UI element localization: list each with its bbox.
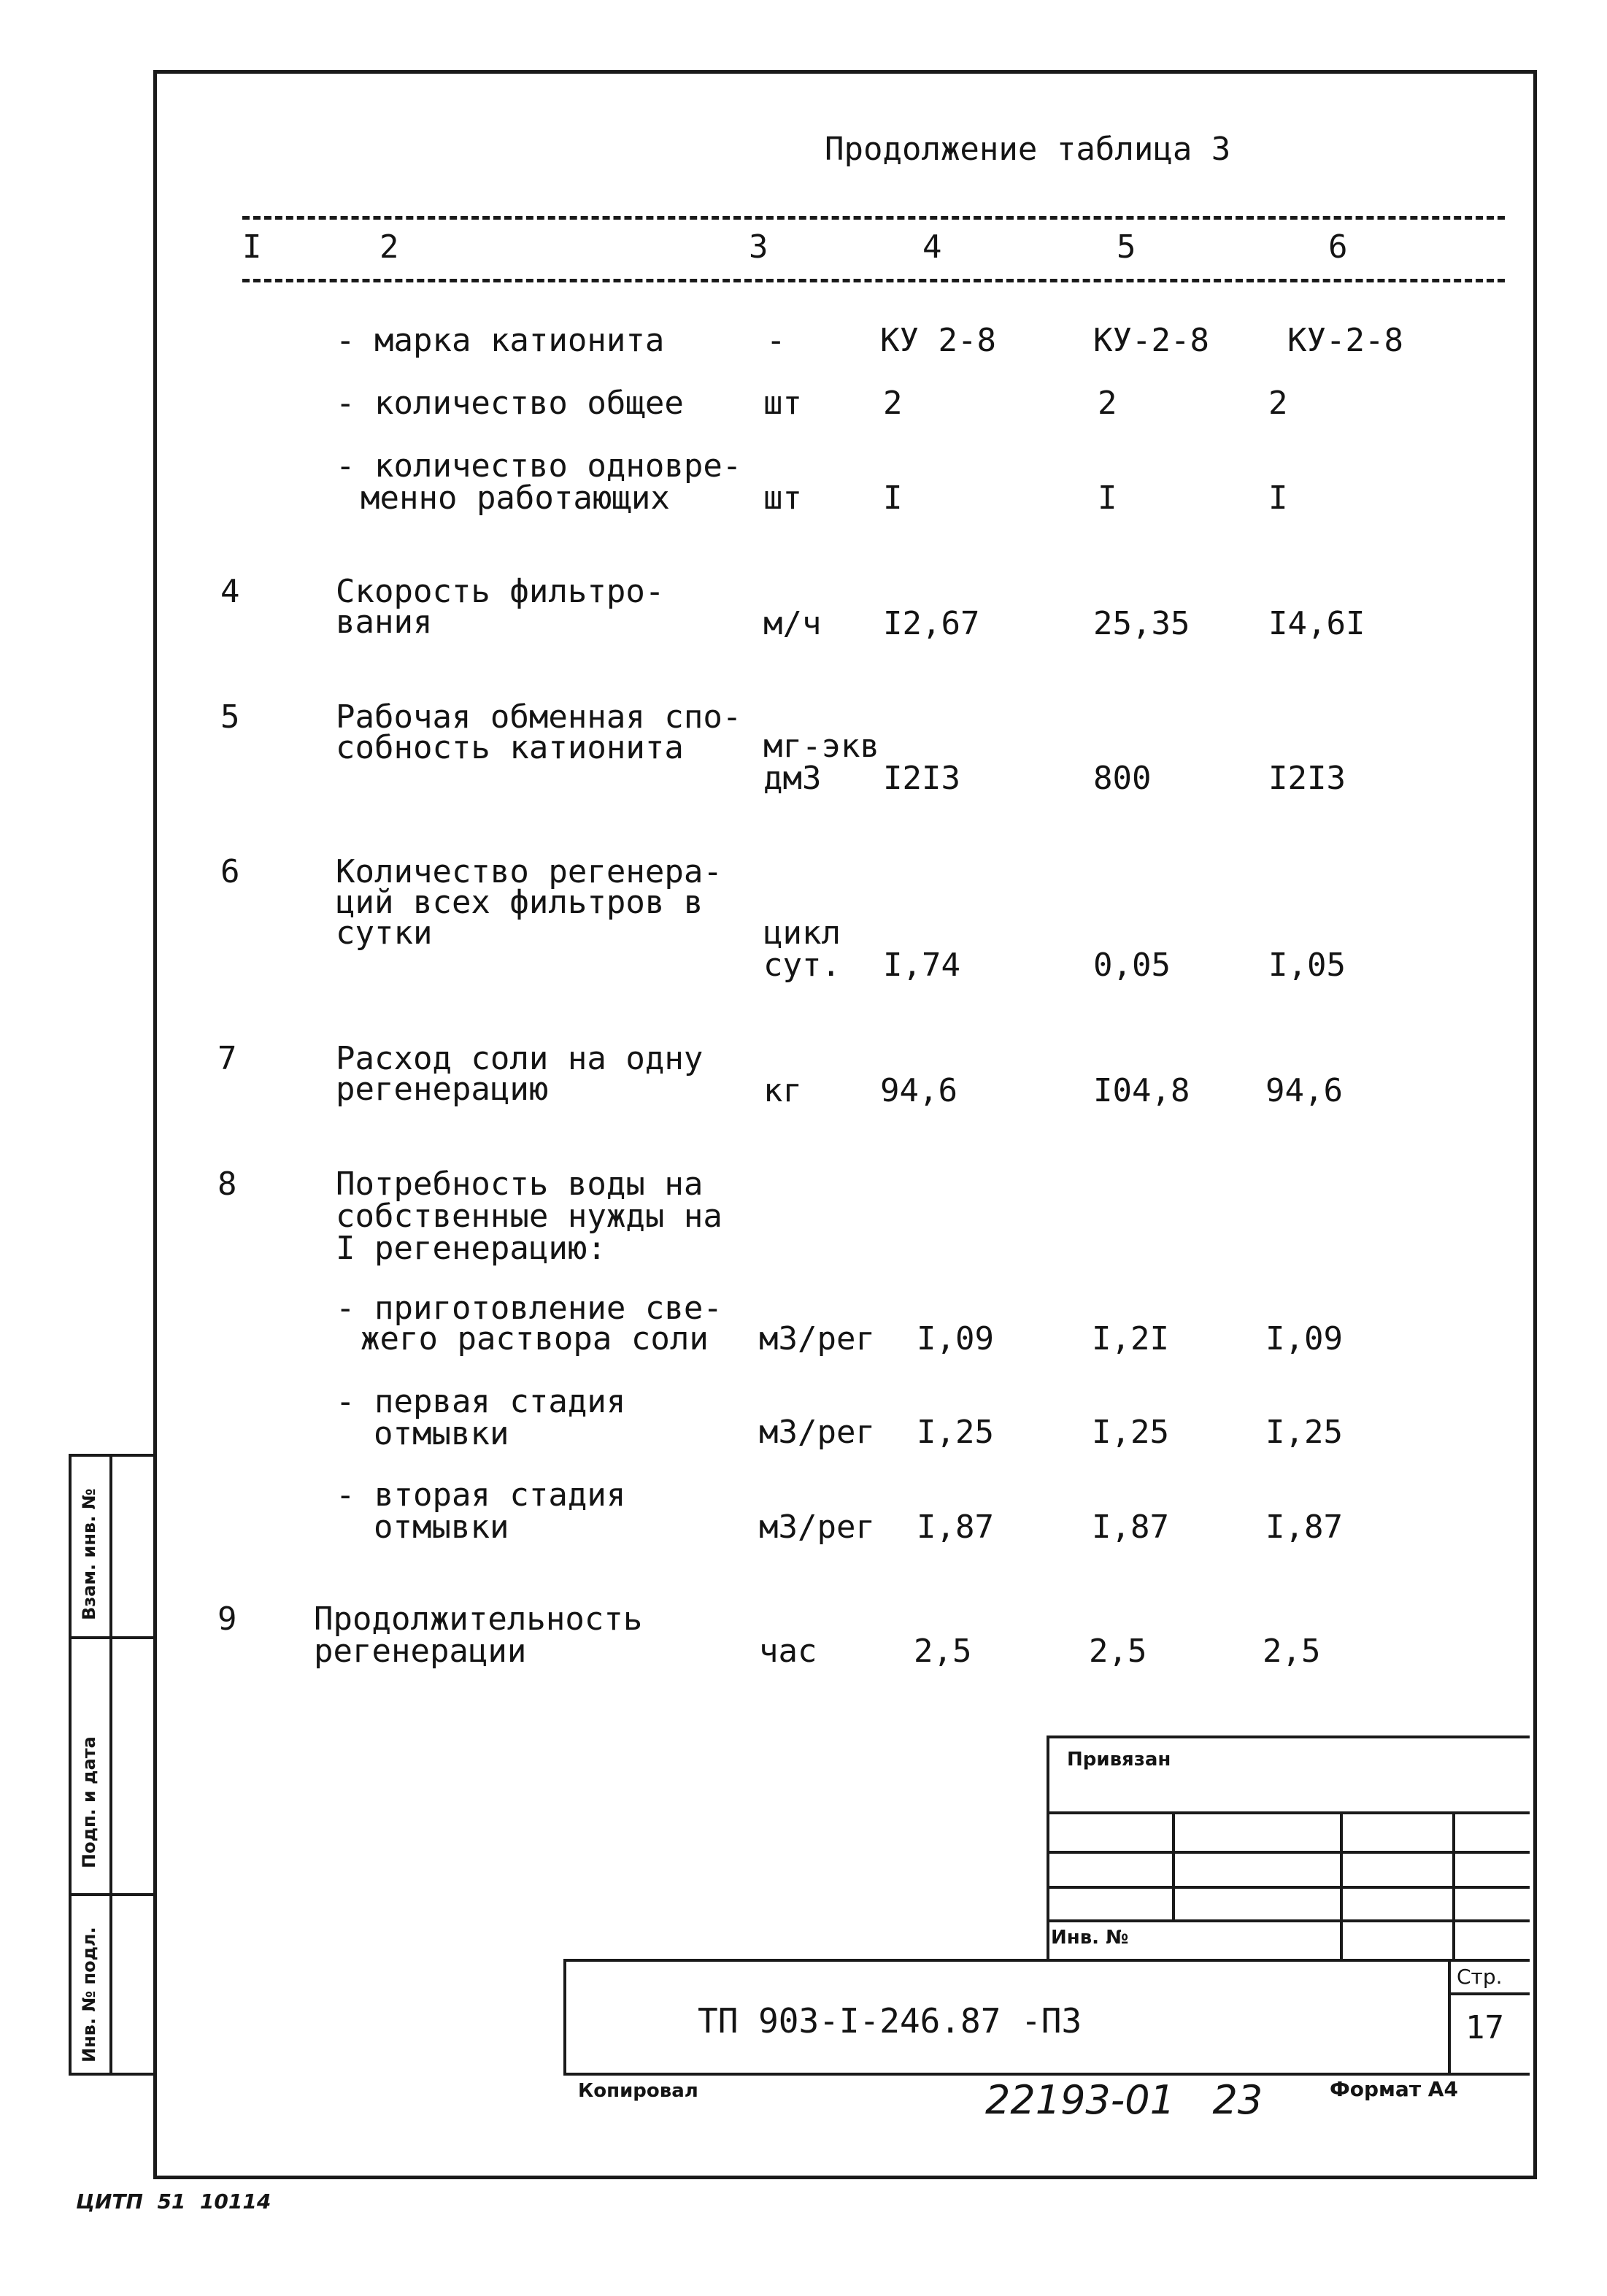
row-unit: шт <box>763 385 802 422</box>
side-strip-left <box>69 1454 72 2076</box>
row-label: - марка катионита <box>336 322 665 359</box>
stamp-grid-row3 <box>1047 1886 1530 1889</box>
col-header-5: 5 <box>1117 228 1136 266</box>
row-label-cont: вания <box>336 604 433 641</box>
stamp-grid-col1 <box>1172 1811 1175 1919</box>
row-unit: м3/рег <box>759 1414 875 1451</box>
table-continuation-title: Продолжение таблица 3 <box>825 131 1231 168</box>
col-header-6: 6 <box>1328 228 1348 266</box>
titleblock-page-sep <box>1448 1992 1530 1995</box>
page-number: 17 <box>1465 2009 1504 2046</box>
row-value-col6: I,87 <box>1265 1509 1343 1546</box>
row-label-cont: собность катионита <box>336 729 684 766</box>
row-label-cont: отмывки <box>374 1509 509 1546</box>
row-label: Потребность воды на <box>336 1166 704 1203</box>
titleblock-page-divider <box>1448 1959 1451 2076</box>
row-value-col6: I,05 <box>1268 947 1346 984</box>
row-label: - первая стадия <box>336 1383 626 1420</box>
row-value-col4: 94,6 <box>880 1072 957 1109</box>
row-value-col6: I <box>1268 479 1288 517</box>
row-label-cont: отмывки <box>374 1415 509 1452</box>
stamp-privyazan: Привязан <box>1067 1749 1171 1771</box>
row-label-cont: ций всех фильтров в <box>336 884 704 921</box>
row-value-col5: I,25 <box>1092 1414 1169 1451</box>
col-header-4: 4 <box>922 228 942 266</box>
stamp-grid-row2 <box>1047 1851 1530 1854</box>
row-label: Расход соли на одну <box>336 1040 704 1077</box>
row-value-col4: I,25 <box>917 1414 994 1451</box>
row-value-col5: КУ-2-8 <box>1093 322 1209 359</box>
row-label-cont: I регенерацию: <box>336 1230 606 1267</box>
row-value-col4: I,87 <box>917 1509 994 1546</box>
row-number: 7 <box>217 1040 237 1077</box>
row-label: - количество одновре- <box>336 447 742 485</box>
row-number: 9 <box>217 1600 237 1638</box>
side-strip-bottom <box>69 2073 156 2076</box>
row-value-col6: 94,6 <box>1265 1072 1343 1109</box>
row-value-col5: I04,8 <box>1093 1072 1190 1109</box>
row-value-col5: 2 <box>1098 385 1117 422</box>
row-label: - вторая стадия <box>336 1476 626 1514</box>
titleblock-bottom <box>563 2073 1530 2076</box>
row-label: - приготовление све- <box>336 1290 722 1327</box>
row-value-col5: I,87 <box>1092 1509 1169 1546</box>
row-value-col4: I2I3 <box>883 760 960 797</box>
stamp-grid-row4 <box>1047 1919 1530 1922</box>
row-label-cont: регенерацию <box>336 1071 549 1108</box>
row-value-col5: 0,05 <box>1093 947 1171 984</box>
row-value-col5: 25,35 <box>1093 605 1190 642</box>
side-strip-top <box>69 1454 156 1457</box>
side-strip-divider <box>109 1454 112 2076</box>
row-value-col6: I2I3 <box>1268 760 1346 797</box>
row-unit: м/ч <box>763 605 822 642</box>
row-unit: кг <box>763 1072 802 1109</box>
row-unit: час <box>759 1633 817 1670</box>
row-unit: - <box>766 322 786 359</box>
row-number: 5 <box>220 698 240 736</box>
row-value-col4: I,74 <box>883 947 960 984</box>
row-unit: м3/рег <box>759 1509 875 1546</box>
row-value-col6: I,25 <box>1265 1414 1343 1451</box>
row-unit: м3/рег <box>759 1320 875 1357</box>
stamp-left-rule <box>1047 1736 1049 1960</box>
row-label-cont: сутки <box>336 914 433 952</box>
titleblock-top <box>563 1959 1530 1962</box>
side-strip-sep1 <box>69 1636 156 1639</box>
row-value-col5: 800 <box>1093 760 1152 797</box>
page-label: Стр. <box>1457 1965 1503 1989</box>
row-unit: мг-экв <box>763 728 879 765</box>
row-label: - количество общее <box>336 385 684 422</box>
row-value-col6: 2 <box>1268 385 1288 422</box>
row-value-col5: 2,5 <box>1089 1633 1147 1670</box>
row-unit-cont: сут. <box>763 947 841 984</box>
side-label-inv-podl: Инв. № подл. <box>79 1927 99 2062</box>
header-rule-top <box>242 216 1505 220</box>
row-value-col6: I,09 <box>1265 1320 1343 1357</box>
row-value-col4: I2,67 <box>883 605 980 642</box>
footer-print-code: ЦИТП 51 10114 <box>76 2189 271 2214</box>
footer-format: Формат А4 <box>1330 2077 1458 2101</box>
row-label: Продолжительность <box>314 1600 643 1638</box>
row-value-col4: I,09 <box>917 1320 994 1357</box>
stamp-inv-no: Инв. № <box>1051 1927 1129 1949</box>
row-number: 6 <box>220 853 240 890</box>
row-label-cont: собственные нужды на <box>336 1198 722 1235</box>
row-unit: цикл <box>763 914 841 952</box>
row-label-cont: жего раствора соли <box>361 1320 709 1357</box>
side-label-podp: Подп. и дата <box>79 1736 99 1868</box>
side-label-vzam: Взам. инв. № <box>79 1488 99 1620</box>
row-value-col4: 2 <box>883 385 903 422</box>
col-header-3: 3 <box>749 228 768 266</box>
side-strip-sep2 <box>69 1893 156 1896</box>
row-label: Рабочая обменная спо- <box>336 698 742 736</box>
row-label: Скорость фильтро- <box>336 573 665 610</box>
row-label-cont: менно работающих <box>361 479 670 517</box>
row-value-col5: I <box>1098 479 1117 517</box>
footer-handwritten-number: 22193-01 23 <box>985 2077 1263 2123</box>
row-number: 4 <box>220 573 240 610</box>
row-unit: шт <box>763 479 802 517</box>
row-label: Количество регенера- <box>336 853 722 890</box>
row-value-col6: I4,6I <box>1268 605 1365 642</box>
col-header-1: I <box>242 228 262 266</box>
row-value-col5: I,2I <box>1092 1320 1169 1357</box>
titleblock-left <box>563 1959 566 2076</box>
row-value-col6: 2,5 <box>1263 1633 1321 1670</box>
stamp-top-rule <box>1047 1736 1530 1738</box>
document-code: ТП 903-I-246.87 -ПЗ <box>698 2001 1082 2041</box>
stamp-grid-row1 <box>1047 1811 1530 1814</box>
header-rule-bottom <box>242 279 1505 282</box>
stamp-grid-col3 <box>1452 1811 1455 1960</box>
row-value-col4: 2,5 <box>914 1633 972 1670</box>
col-header-2: 2 <box>379 228 399 266</box>
stamp-grid-col2 <box>1340 1811 1343 1960</box>
footer-kopiroval: Копировал <box>578 2080 698 2102</box>
row-label-cont: регенерации <box>314 1633 527 1670</box>
row-unit-cont: дм3 <box>763 760 822 797</box>
row-number: 8 <box>217 1166 237 1203</box>
row-value-col6: КУ-2-8 <box>1287 322 1403 359</box>
row-value-col4: I <box>883 479 903 517</box>
row-value-col4: КУ 2-8 <box>880 322 996 359</box>
